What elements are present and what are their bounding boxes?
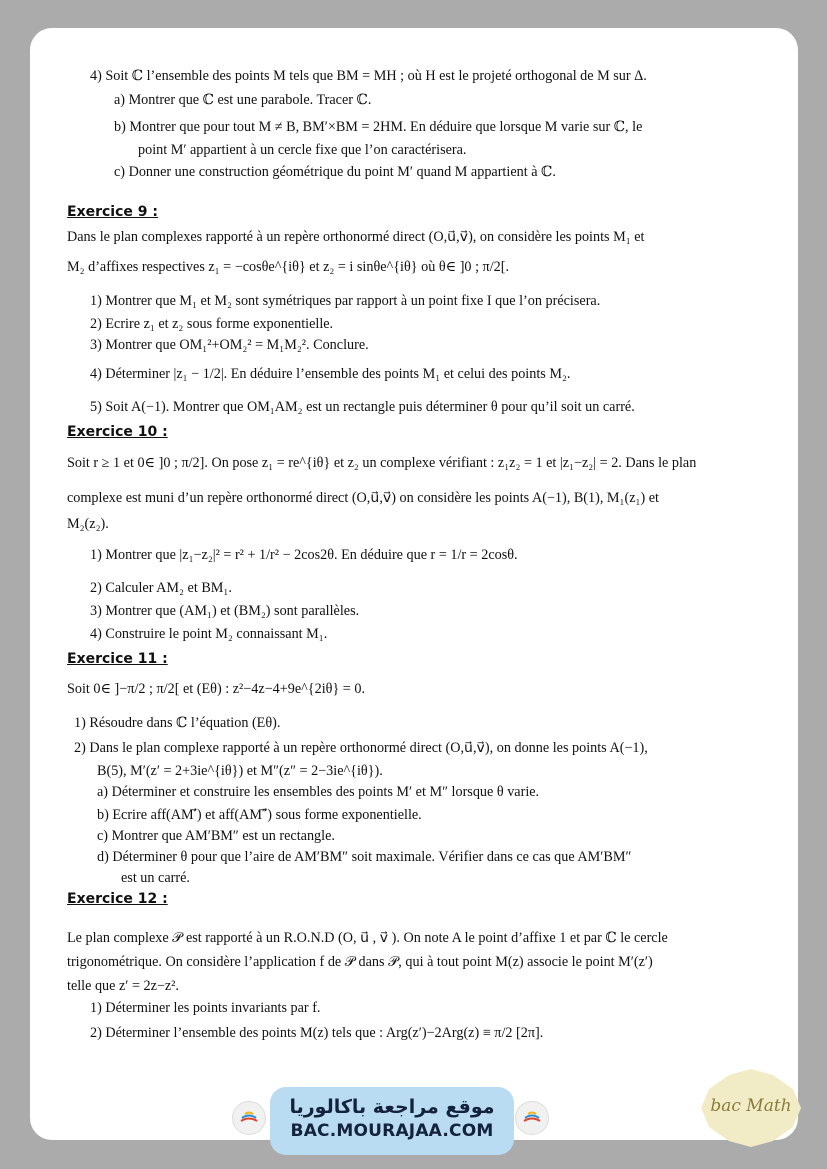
text-line: 4) Soit ℂ l’ensemble des points M tels que BM = MH ; où H est le projeté orthogonal de M sur Δ. [90, 68, 647, 84]
text-line: c) Montrer que AM′BM″ est un rectangle. [97, 828, 335, 844]
text-line: Soit 0∈ ]−π/2 ; π/2[ et (Eθ) : z²−4z−4+9e^{2iθ} = 0. [67, 681, 365, 697]
book-logo-icon [515, 1101, 549, 1135]
exercise-heading-11: Exercice 11 : [67, 651, 168, 667]
text-line: d) Déterminer θ pour que l’aire de AM′BM″ soit maximale. Vérifier dans ce cas que AM′BM″ [97, 849, 632, 865]
text-line: 3) Montrer que (AM₁) et (BM₂) sont parallèles. [90, 603, 360, 619]
text-line: 5) Soit A(−1). Montrer que OM₁AM₂ est un rectangle puis déterminer θ pour qu’il soit un carré. [90, 399, 635, 415]
text-line: M₂ d’affixes respectives z₁ = −cosθe^{iθ} et z₂ = i sinθe^{iθ} où θ∈ ]0 ; π/2[. [67, 259, 510, 275]
text-line: 2) Dans le plan complexe rapporté à un repère orthonormé direct (O,u⃗,v⃗), on donne les points A(−1), [74, 740, 648, 756]
text-line: a) Déterminer et construire les ensembles des points M′ et M″ lorsque θ varie. [97, 784, 540, 800]
text-line: telle que z′ = 2z−z². [67, 978, 179, 994]
site-name-arabic: موقع مراجعة باكالوريا [289, 1096, 495, 1118]
book-logo-icon [232, 1101, 266, 1135]
text-line: 2) Déterminer l’ensemble des points M(z) tels que : Arg(z′)−2Arg(z) ≡ π/2 [2π]. [90, 1025, 544, 1041]
seal-text: bac Math [710, 1096, 792, 1116]
text-line: c) Donner une construction géométrique du point M′ quand M appartient à ℂ. [114, 164, 556, 180]
site-url[interactable]: BAC.MOURAJAA.COM [290, 1121, 494, 1141]
text-line: 4) Déterminer |z₁ − 1/2|. En déduire l’ensemble des points M₁ et celui des points M₂. [90, 366, 571, 382]
text-line: 1) Résoudre dans ℂ l’équation (Eθ). [74, 715, 281, 731]
text-line: 1) Montrer que |z₁−z₂|² = r² + 1/r² − 2cos2θ. En déduire que r = 1/r = 2cosθ. [90, 547, 518, 563]
text-line: 4) Construire le point M₂ connaissant M₁. [90, 626, 328, 642]
text-line: Le plan complexe 𝒫 est rapporté à un R.O.N.D (O, u⃗ , v⃗ ). On note A le point d’affixe 1 et par ℂ le cercle [67, 930, 668, 946]
text-line: est un carré. [121, 870, 190, 886]
text-line: 1) Déterminer les points invariants par f. [90, 1000, 321, 1016]
text-line: M₂(z₂). [67, 516, 109, 532]
exercise-heading-10: Exercice 10 : [67, 424, 168, 440]
text-line: complexe est muni d’un repère orthonormé direct (O,u⃗,v⃗) on considère les points A(−1), B(1), M₁(z₁) et [67, 490, 659, 506]
text-line: B(5), M′(z′ = 2+3ie^{iθ}) et M″(z″ = 2−3ie^{iθ}). [97, 763, 383, 779]
text-line: 1) Montrer que M₁ et M₂ sont symétriques par rapport à un point fixe I que l’on précisera. [90, 293, 601, 309]
text-line: a) Montrer que ℂ est une parabole. Tracer ℂ. [114, 92, 372, 108]
text-line: b) Montrer que pour tout M ≠ B, BM′×BM = 2HM. En déduire que lorsque M varie sur ℂ, le [114, 119, 643, 135]
exercise-heading-12: Exercice 12 : [67, 891, 168, 907]
bac-math-seal [697, 1067, 805, 1149]
text-line: point M′ appartient à un cercle fixe que l’on caractérisera. [138, 142, 467, 158]
text-line: trigonométrique. On considère l’application f de 𝒫 dans 𝒫, qui à tout point M(z) associe le point M′(z′) [67, 954, 653, 970]
text-line: Soit r ≥ 1 et 0∈ ]0 ; π/2]. On pose z₁ = re^{iθ} et z₂ un complexe vérifiant : z₁z₂ = 1 et |z₁−z₂| = 2. Dans le plan [67, 455, 697, 471]
text-line: 3) Montrer que OM₁²+OM₂² = M₁M₂². Conclure. [90, 337, 369, 353]
document-page [30, 28, 798, 1140]
text-line: Dans le plan complexes rapporté à un repère orthonormé direct (O,u⃗,v⃗), on considère les points M₁ et [67, 229, 645, 245]
text-line: b) Ecrire aff(AM′⃗) et aff(AM″⃗) sous forme exponentielle. [97, 807, 422, 823]
site-banner[interactable] [270, 1087, 514, 1155]
text-line: 2) Ecrire z₁ et z₂ sous forme exponentielle. [90, 316, 334, 332]
text-line: 2) Calculer AM₂ et BM₁. [90, 580, 232, 596]
exercise-heading-9: Exercice 9 : [67, 204, 158, 220]
